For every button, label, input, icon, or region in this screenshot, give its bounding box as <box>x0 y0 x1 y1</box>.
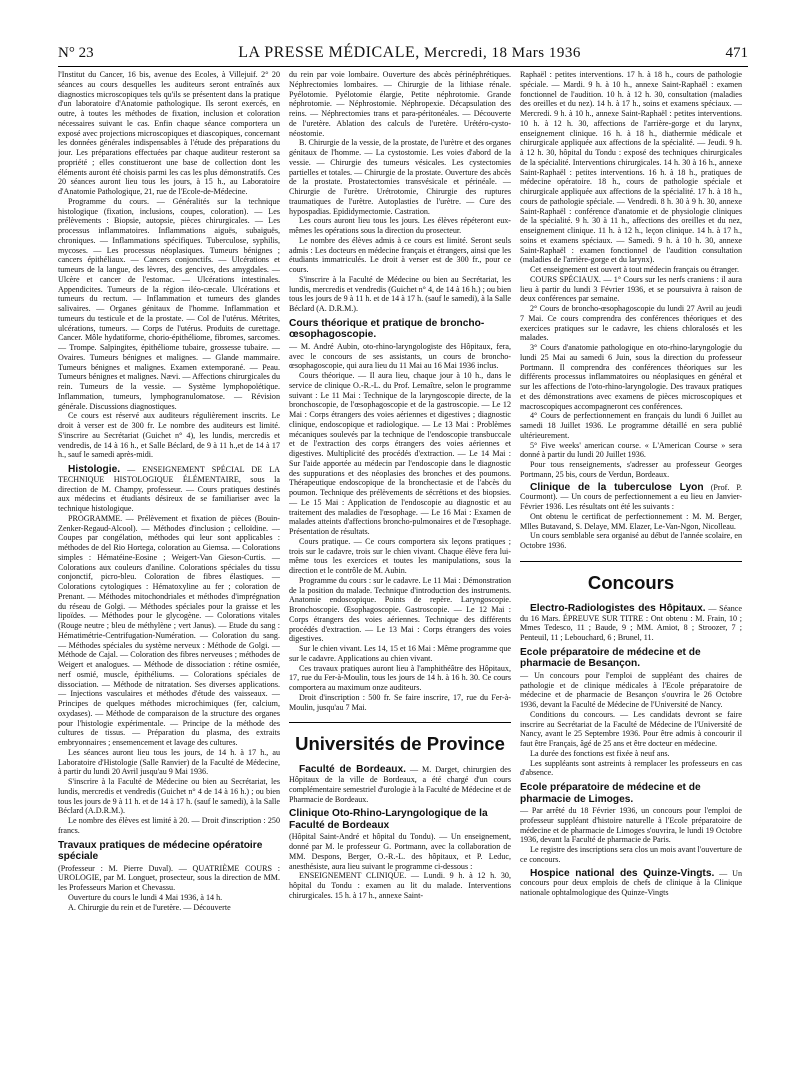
section-heading: Faculté de Bordeaux. <box>299 764 406 776</box>
paragraph: Conditions du concours. — Les candidats devront se faire inscrire au Secrétariat de la Faculté de Médecine de l'Université de Nancy, avant le 25 Septembre 1936. Pour être admis à concourir il faut être Français, âgé de 25 ans et être docteur en médecine. <box>520 709 742 748</box>
paragraph: S'inscrire à la Faculté de Médecine ou bien au Secrétariat, les lundis, mercredis et vendredis (Guichet n° 4, de 14 à 16 h.) ; ou bien tous les jours de 9 à 11 h. et de 14 à 17 h. (sauf le samedi), à la Salle Béclard (A. D.R.M.). <box>289 274 511 313</box>
paragraph: (Prof. P. Courmont). — Un cours de perfectionnement a eu lieu en Janvier-Février 1936. Les résultats ont été les suivants : <box>520 482 742 511</box>
paragraph: Ont obtenu le certificat de perfectionnement : M. M. Berger, Mlles Butavand, S. Delaye, MM. Elazer, Le-Van-Ngon, Nicolleau. <box>520 511 742 531</box>
paragraph: Les cours auront lieu tous les jours. Les élèves répéteront eux-mêmes les opérations sous la direction du prosecteur. <box>289 216 511 235</box>
section-title-universites: Universités de Province <box>295 733 505 755</box>
paragraph: (Professeur : M. Pierre Duval). — QUATRIÈME COURS : UROLOGIE, par M. Longuet, prosecteur, sous la direction de MM. les Professeurs Marion et Chevassu. <box>58 863 280 892</box>
issue-number: N° 23 <box>58 45 94 61</box>
section-heading: Travaux pratiques de médecine opératoire spéciale <box>58 839 263 862</box>
paragraph: 5° Five weeks' american course. « L'American Course » sera donné à partir du lundi 20 Juillet 1936. <box>520 440 742 460</box>
paragraph: du rein par voie lombaire. Ouverture des abcès périnéphrétiques. Néphrectomies lombaires. — Chirurgie de la lithiase rénale. Pyélotomie. Pyélotomie élargie, Petite néphrotomie. Grande néphrotomie. — Néphrostomie. Néphropexie. Décapsulation des reins. — Néphrectomies trans et para-péritonéales. — Découverte de l'uretère. Ablation des calculs de l'uretère. Urétéro-cysto-néostomie. <box>289 70 511 138</box>
paragraph: — Séance du 16 Mars. ÉPREUVE SUR TITRE : Ont obtenu : M. Frain, 10 ; Mmes Tedesco, 11 ; Baude, 9 ; MM. Amiot, 8 ; Stroozer, 7 ; Penteuil, 11 ; Lebouchard, 6 ; Brunel, 11. <box>520 603 742 642</box>
section-divider <box>520 561 742 562</box>
section-divider <box>289 722 511 723</box>
paragraph: 3° Cours d'anatomie pathologique en oto-rhino-laryngologie du lundi 25 Mai au samedi 6 Juin, sous la direction du professeur Portmann. Il comprendra des conférences théoriques sur les différents processus inflammatoires ou néoplasiques en général et sur les affections de l'oto-rhino-laryngologie. Des travaux pratiques et des démonstrations avec examens de pièces microscopiques et macroscopiques accompagneront ces conférences. <box>520 343 742 411</box>
paragraph: l'Institut du Cancer, 16 bis, avenue des Ecoles, à Villejuif. 2° 20 séances au cours desquelles les auditeurs seront entraînés aux diagnostics microscopiques tels qu'ils se présentent dans la pratique d'un laboratoire d'Anatomie pathologique. Ils seront exercés, en outre, à toutes les méthodes de fixation, inclusion et coloration nécessaires suivant le cas. Enfin chaque séance comportera un exposé avec projections microscopiques et diascopiques, concernant les données générales indispensables à l'étude des préparations du jour. Les préparations effectuées par chaque auditeur resteront sa propriété ; elles constitueront une base de collection dont les éléments auront été choisis parmi les cas les plus démonstratifs. Ces 20 séances auront lieu tous les jours, à 15 h., au Laboratoire d'Anatomie Pathologique, 21, rue de l'Ecole-de-Médecine. <box>58 70 280 196</box>
paragraph: Cours théorique. — Il aura lieu, chaque jour à 10 h., dans le service de clinique O.-R.-L. du Prof. Lemaître, selon le programme suivant : Le 11 Mai : Technique de la laryngoscopie directe, de la bronchoscopie, de l'œsophagoscopie et de la gastroscopie. — Le 12 Mai : Corps étrangers des voies aériennes et digestives ; diagnostic clinique, endoscopique et radiologique. — Le 13 Mai : Problèmes mécaniques soulevés par la technique de l'endoscopie transbuccale et de l'extraction des corps étrangers des voies aériennes et digestives. Multiplicité des procédés d'extraction. — Le 14 Mai : Sur l'aide apportée au médecin par l'endoscopie dans le diagnostic des suppurations et des néoplasies des bronches et des poumons. Thérapeutique endoscopique de la bronchectasie et de l'abcès du poumon. Technique des prélèvements de sécrétions et des biopsies. — Le 15 Mai : Application de l'endoscopie au diagnostic et au traitement des maladies de l'œsophage. — Le 16 Mai : Examen de malades atteints d'affections broncho-pulmonaires et de l'œsophage. Présentation de résultats. <box>289 371 511 536</box>
section-heading: Ecole préparatoire de médecine et de pharmacie de Besançon. <box>520 646 701 670</box>
header-rule <box>58 66 748 67</box>
paragraph: ENSEIGNEMENT CLINIQUE. — Lundi. 9 h. à 12 h. 30, hôpital du Tondu : examen au lit du malade. Interventions chirurgicales. 15 h. à 17 h., annexe Saint- <box>289 871 511 900</box>
section-heading: Cours théorique et pratique de broncho-œsophagoscopie. <box>289 317 485 341</box>
section-heading: Histologie. <box>68 464 121 475</box>
page-number: 471 <box>725 45 748 61</box>
column-3 <box>520 70 742 1075</box>
paragraph: Pour tous renseignements, s'adresser au professeur Georges Portmann, 25 bis, cours de Verdun, Bordeaux. <box>520 460 742 479</box>
paragraph: Un cours semblable sera organisé au début de l'année scolaire, en Octobre 1936. <box>520 531 742 550</box>
paragraph: 4° Cours de perfectionnement en français du lundi 6 Juillet au samedi 18 Juillet 1936. Le programme détaillé en sera publié ultérieurement. <box>520 411 742 440</box>
section-heading: Clinique Oto-Rhino-Laryngologique de la Faculté de Bordeaux <box>289 808 488 831</box>
paragraph: Le nombre des élèves est limité à 20. — Droit d'inscription : 250 francs. <box>58 816 280 835</box>
paragraph: — ENSEIGNEMENT SPÉCIAL DE LA TECHNIQUE HISTOLOGIQUE ÉLÉMENTAIRE, sous la direction de M. Champy, professeur. — Cours pratiques destinés aux médecins et étudiants désireux de se familiariser avec la technique histologique. <box>58 465 280 513</box>
paragraph: Droit d'inscription : 500 fr. Se faire inscrire, 17, rue du Fer-à-Moulin, jusqu'au 7 Mai. <box>289 692 511 712</box>
issue-date: Mercredi, 18 Mars 1936 <box>424 45 581 61</box>
paragraph: Les séances auront lieu tous les jours, de 14 h. à 17 h., au Laboratoire d'Histologie (Salle Ranvier) de la Faculté de Médecine, à partir du lundi 20 Avril jusqu'au 9 Mai 1936. <box>58 747 280 777</box>
column-1 <box>58 70 280 1075</box>
publication-title: LA PRESSE MÉDICALE, <box>238 44 420 61</box>
paragraph: PROGRAMME. — Prélèvement et fixation de pièces (Bouin-Zenker-Regaud-Alcool). — Méthodes d'inclusion ; celloïdine. — Coupes par congélation, méthodes qui leur sont applicables : méthodes de del Rio Hortega, coloration au Giemsa. — Colorations simples : Hématéine-Eosine ; Weigert-Van Gieson-Curtis. — Colorations aux couleurs d'aniline. Colorations spéciales du tissu conjonctif, picro-bleu. Coloration de fibres élastiques. — Colorations cytologiques : Hématoxyline au fer ; coloration de Prenant. — Méthodes mitochondriales et méthodes d'imprégnation du réseau de Golgi. — Méthodes spéciales pour la graisse et les lipoïdes. — Méthodes pour le glycogène. — Colorations vitales (Rouge neutre ; bleu de méthylène ; vert Janus). — Etude du sang : Hématimétrie-Centrifugation-Numération. — Coloration du sang. — Méthodes spéciales du système nerveux : Méthode de Golgi. — Méthode de Cajal. — Coloration des fibres nerveuses ; méthodes de Weigert et analogues. — Méthode de dissociation : rétine osmiée, nerf osmié, muscle, épithéliums. — Colorations spéciales de dissociation. — Méthode de nitratation. Ses diverses applications. — Injections vasculaires et méthodes d'étude des vaisseaux. — Principes de quelques méthodes microchimiques (fer, calcium, oxydases). — Méthode de comparaison de la structure des organes pour l'histologie expérimentale. — Principe de la méthode des cultures de tissus. — Préparation du plasma, des extraits embryonnaires ; ensemencement et lavage des cultures. <box>58 513 280 747</box>
paragraph: La durée des fonctions est fixée à neuf ans. <box>530 748 670 758</box>
paragraph: Ce cours est réservé aux auditeurs régulièrement inscrits. Le droit à verser est de 300 fr. Le nombre des auditeurs est limité. S'inscrire au Secrétariat (Guichet n° 4), les lundis, mercredis et vendredis, de 14 à 16 h., et Salle Béclard, de 9 à 11 h.,et de 14 à 17 h., sauf le samedi après-midi. <box>58 411 280 460</box>
section-heading: Ecole préparatoire de médecine et de pharmacie de Limoges. <box>520 782 701 805</box>
paragraph: S'inscrire à la Faculté de Médecine ou bien au Secrétariat, les lundis, mercredis et vendredis (Guichet n° 4 de 14 à 16 h.) ; ou bien tous les jours de 9 à 11 h. et de 14 à 17 h. (sauf le samedi), à la Salle Béclard (A.D.R.M.). <box>58 777 280 816</box>
column-2 <box>289 70 511 1075</box>
section-heading: Hospice national des Quinze-Vingts. <box>530 867 715 879</box>
paragraph: — M. André Aubin, oto-rhino-laryngologiste des Hôpitaux, fera, avec le concours de ses assistants, un cours de broncho-œsophagoscopie, qui aura lieu du 11 Mai au 16 Mai 1936 inclus. <box>289 341 511 371</box>
section-heading: Clinique de la tuberculose Lyon <box>530 481 704 493</box>
paragraph: B. Chirurgie de la vessie, de la prostate, de l'urètre et des organes génitaux de l'homme. — La cystostomie. Les voies d'abord de la vessie. — Chirurgie des tumeurs vésicales. Les cystectomies partielles et totales. — Chirurgie de la prostate. Ouverture des abcès de la prostate. Prostatectomies transvésicale et périnéale. — Chirurgie de l'urètre. Urétrotomie, Chirurgie des ruptures traumatiques de l'urètre. Autoplasties de l'urètre. — Cure des hypospadias. Epididymectomie. Castration. <box>289 138 511 216</box>
paragraph: A. Chirurgie du rein et de l'uretère. — Découverte <box>68 902 231 912</box>
paragraph: — Par arrêté du 18 Février 1936, un concours pour l'emploi de professeur suppléant d'histoire naturelle à l'Ecole préparatoire de médecine et de pharmacie de Limoges s'ouvrira, le lundi 19 Octobre 1936, devant la Faculté de pharmacie de Paris. <box>520 806 742 845</box>
paragraph: Ces travaux pratiques auront lieu à l'amphithéâtre des Hôpitaux, 17, rue du Fer-à-Moulin, tous les jours de 14 h. à 16 h. 30. Ce cours comportera au maximum onze auditeurs. <box>289 663 511 692</box>
paragraph: Cet enseignement est ouvert à tout médecin français ou étranger. <box>530 265 740 274</box>
paragraph: Sur le chien vivant. Les 14, 15 et 16 Mai : Même programme que sur le cadavre. Applications au chien vivant. <box>289 644 511 663</box>
paragraph: Cours pratique. — Ce cours comportera six leçons pratiques ; trois sur le cadavre, trois sur le chien vivant. Chaque élève fera lui-même tous les exercices et toutes les manipulations, sous la direction et le contrôle de M. Aubin. <box>289 536 511 575</box>
paragraph: 2° Cours de broncho-œsophagoscopie du lundi 27 Avril au jeudi 7 Mai. Ce cours comprendra des conférences théoriques et des exercices pratiques sur le cadavre, les chiens chloralosés et les malades. <box>520 304 742 343</box>
paragraph: — Un concours pour l'emploi de suppléant des chaires de pathologie et de clinique médicales à l'Ecole préparatoire de médecine et de pharmacie de Besançon s'ouvrira le 26 Octobre 1936, devant la Faculté de Médecine de l'Université de Nancy. <box>520 670 742 709</box>
paragraph: (Hôpital Saint-André et hôpital du Tondu). — Un enseignement, donné par M. le professeur G. Portmann, avec la collaboration de MM. Despons, Berger, O.-R.-L. des hôpitaux, et P. Leduc, anesthésiste, aura lieu suivant le programme ci-dessous : <box>289 832 511 871</box>
paragraph: Les suppléants sont astreints à remplacer les professeurs en cas d'absence. <box>520 758 742 778</box>
paragraph: Le nombre des élèves admis à ce cours est limité. Seront seuls admis : Les docteurs en médecine français et étrangers, ainsi que les étudiants immatriculés. Le droit à verser est de 300 fr., pour ce cours. <box>289 235 511 274</box>
paragraph: Raphaël : petites interventions. 17 h. à 18 h., cours de pathologie spéciale. — Mardi. 9 h. à 10 h., annexe Saint-Raphaël : examen fonctionnel de l'audition. 10 h. à 12 h. 30, consultation (maladies des oreilles et du nez). 14 h. à 17 h., soins et examens spéciaux. — Mercredi. 9 h. à 10 h., annexe Saint-Raphaël : petites interventions. 10 h. à 12 h. 30, affections de l'arrière-gorge et du larynx, enseignement clinique. 16 h. à 18 h., diathermie médicale et chirurgicale appliquée aux affections de la spécialité. — Jeudi. 9 h. à 12 h. 30, hôpital du Tondu : exposé des techniques chirurgicales de la spécialité. Interventions chirurgicales. 14 h. 30 à 16 h., annexe Saint-Raphaël : petites interventions. 16 h. à 18 h., pratiques de médecine opératoire. 18 h., cours de pathologie spéciale et chirurgicale appliquée aux affections de la spécialité. 17 h. à 18 h., cours de pathologie spéciale. — Vendredi. 8 h. 30 à 9 h. 30, annexe Saint-Raphaël : conférence d'anatomie et de physiologie cliniques de la spécialité. 9 h. 30 à 11 h., affections des oreilles et du nez, enseignement clinique. 11 h. à 12 h., leçon clinique. 14 h. à 17 h., soins et examens spéciaux. — Samedi. 9 h. à 10 h. 30, annexe Saint-Raphaël : examen fonctionnel de l'audition consultation (maladies de l'arrière-gorge et du larynx). <box>520 70 742 265</box>
paragraph: — M. Darget, chirurgien des Hôpitaux de la ville de Bordeaux, a été chargé d'un cours complémentaire semestriel d'urologie à la Faculté de Médecine et de Pharmacie de Bordeaux. <box>289 765 511 804</box>
page-header <box>58 44 748 66</box>
paragraph: Programme du cours. — Généralités sur la technique histologique (fixation, inclusions, coupes, coloration). — Les prélèvements : Biopsie, autopsie, pièces chirurgicales. — Les processus inflammatoires. Inflammations aiguës, subaiguës, chroniques. — Inflammations spécifiques. Tuberculose, syphilis, mycoses. — Les processus néoplasiques. Tumeurs bénignes ; cancers épithéliaux. — Cancers conjonctifs. — Ulcérations et tumeurs de la langue, des lèvres, des gencives, des amygdales. — Ulcère et cancer de l'estomac. — Ulcérations intestinales. Appendicites. Tumeurs de la région iléo-cæcale. Ulcérations et tumeurs du rectum. — Inflammation et tumeurs des glandes salivaires. — Organes génitaux de l'homme. Inflammation et tumeurs du testicule et de la prostate. — Col de l'utérus. Métrites, ulcérations, tumeurs. — Corps de l'utérus. Produits de curettage. Cancer. Môle hydatiforme, chorio-épithéliome, fibromes, sarcomes. — Trompe. Salpingites, épithéliome tubaire, grossesse tubaire. — Ovaires. Tumeurs bénignes et malignes. — Glande mammaire. Tumeurs bénignes et malignes. Examen extemporané. — Peau. Tumeurs bénignes et malignes. Nævi. — Affections chirurgicales du rein. Tumeurs de la vessie. — Système lymphopoïétique. Inflammation, tumeurs, lymphogranulomatose. — Révision générale. Discussions diagnostiques. <box>58 196 280 411</box>
paragraph: Ouverture du cours le lundi 4 Mai 1936, à 14 h. <box>68 892 223 902</box>
masthead <box>238 44 581 62</box>
paragraph: Le registre des inscriptions sera clos un mois avant l'ouverture de ce concours. <box>520 845 742 864</box>
section-title-concours: Concours <box>587 571 675 593</box>
paragraph: Programme du cours : sur le cadavre. Le 11 Mai : Démonstration de la position du malade. Technique d'introduction des instruments. Anatomie endoscopique. Points de repère. Laryngoscopie. Bronchoscopie. Œsophagoscopie. Gastroscopie. — Le 12 Mai : Corps étrangers des voies aériennes. Technique des différents procédés d'extraction. — Le 13 Mai : Corps étrangers des voies digestives. <box>289 575 511 644</box>
paragraph: — Un concours pour deux emplois de chefs de clinique à la Clinique nationale ophtalmologique des Quinze-Vingts <box>520 868 742 897</box>
section-heading: Electro-Radiologistes des Hôpitaux. <box>530 602 706 614</box>
paragraph: COURS SPÉCIAUX. — 1° Cours sur les nerfs craniens : il aura lieu à partir du lundi 3 Février 1936, et se poursuivra à raison de deux conférences par semaine. <box>520 274 742 304</box>
